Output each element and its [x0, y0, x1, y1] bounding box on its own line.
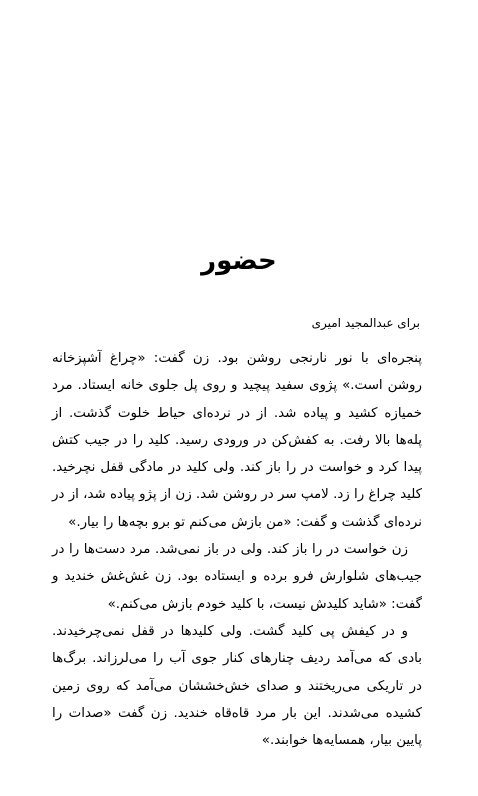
paragraph-3: و در کیفش پی کلید گشت. ولی کلیدها در قفل نمی‌چرخیدند. بادی که می‌آمد ردیف چنارهای کنار جوی آب را می‌لرزاند. برگ‌ها در تاریکی می‌ریختند و صدای خش‌خششان می‌آمد که روی زمین کشیده می‌شدند. این بار مرد قاه‌قاه خندید. زن گفت «صدات را پایین بیار، همسایه‌ها خوابند.» — [52, 623, 422, 749]
story-body — [52, 345, 422, 754]
dedication: برای عبدالمجید امیری — [311, 316, 420, 330]
story-title: حضور — [201, 246, 277, 276]
paragraph-1: پنجره‌ای با نور نارنجی روشن بود. زن گفت: «چراغ آشپزخانه روشن است.» پژوی سفید پیچید و روی پل جلوی خانه ایستاد. مرد خمیازه کشید و پیاده شد. از در نرده‌ای حیاط خلوت گذشت. از پله‌ها بالا رفت. به کفش‌کن در ورودی رسید. کلید را در جیب کتش پیدا کرد و خواست در را باز کند. ولی کلید در مادگی قفل نچرخید. کلید چراغ را زد. لامپ سر در روشن شد. زن از پژو پیاده شد، از در نرده‌ای گذشت و گفت: «من بازش می‌کنم تو برو بچه‌ها را بیار.» — [52, 351, 422, 530]
paragraph-2: زن خواست در را باز کند. ولی در باز نمی‌شد. مرد دست‌ها را در جیب‌های شلوارش فرو برده و ایستاده بود. زن غش‌غش خندید و گفت: «شاید کلیدش نیست، با کلید خودم بازش می‌کنم.» — [52, 542, 422, 612]
